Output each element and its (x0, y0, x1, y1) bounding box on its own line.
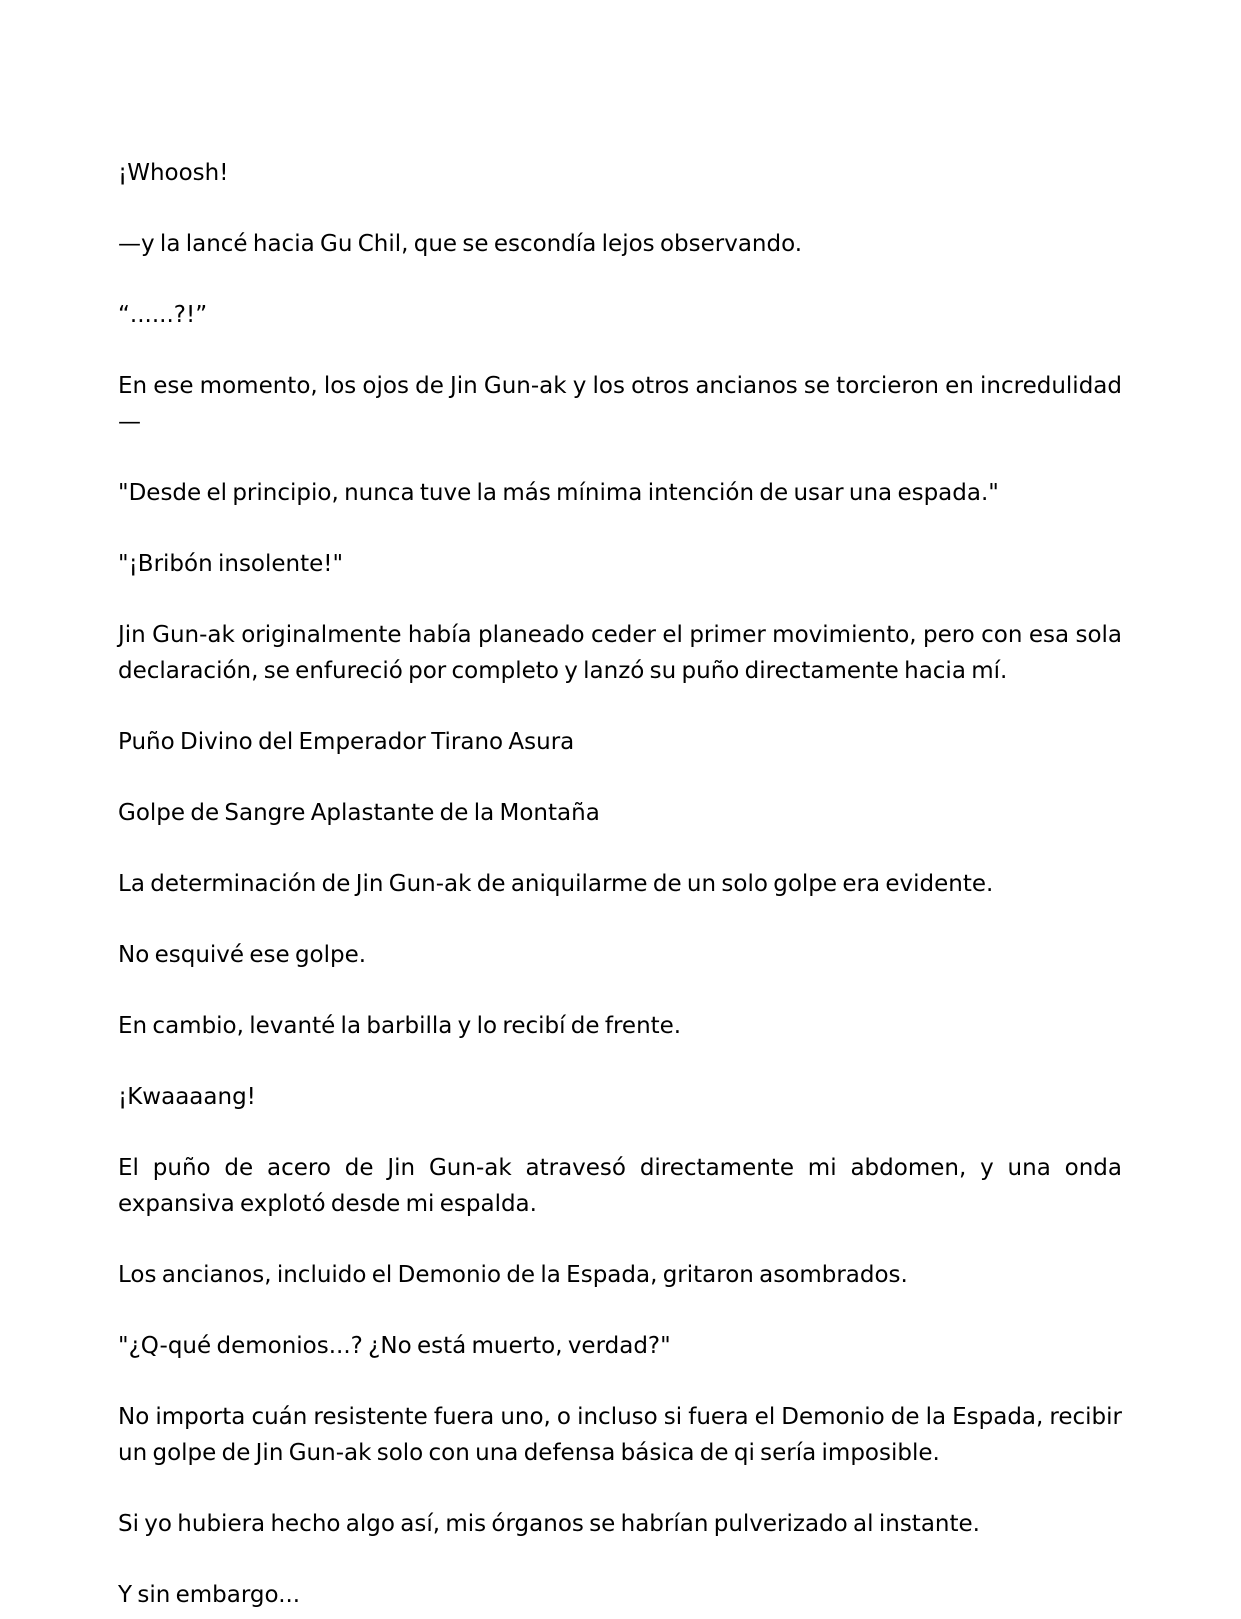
paragraph-sound-kwaaaang: ¡Kwaaaang! (118, 1084, 256, 1110)
paragraph-dialogue: "¿Q-qué demonios...? ¿No está muerto, verdad?" (118, 1333, 671, 1359)
paragraph: No esquivé ese golpe. (118, 942, 367, 968)
paragraph: Si yo hubiera hecho algo así, mis órganos se habrían pulverizado al instante. (118, 1511, 980, 1537)
paragraph-dialogue: "¡Bribón insolente!" (118, 551, 344, 577)
paragraph-dialogue: "Desde el principio, nunca tuve la más mínima intención de usar una espada." (118, 480, 999, 506)
paragraph: Y sin embargo... (118, 1582, 301, 1608)
paragraph-technique-name: Puño Divino del Emperador Tirano Asura (118, 729, 575, 755)
paragraph: La determinación de Jin Gun-ak de aniquilarme de un solo golpe era evidente. (118, 871, 994, 897)
paragraph-technique-name: Golpe de Sangre Aplastante de la Montaña (118, 800, 600, 826)
paragraph: Los ancianos, incluido el Demonio de la Espada, gritaron asombrados. (118, 1262, 908, 1288)
paragraph: En cambio, levanté la barbilla y lo recibí de frente. (118, 1013, 682, 1039)
paragraph: El puño de acero de Jin Gun-ak atravesó directamente mi abdomen, y una onda expansiva explotó desde mi espalda. (118, 1155, 1122, 1217)
paragraph: No importa cuán resistente fuera uno, o incluso si fuera el Demonio de la Espada, recibir un golpe de Jin Gun-ak solo con una defensa básica de qi sería imposible. (118, 1404, 1122, 1466)
document-body (118, 155, 1122, 1613)
paragraph: En ese momento, los ojos de Jin Gun-ak y los otros ancianos se torcieron en incredulidad— (118, 373, 1122, 435)
paragraph: Jin Gun-ak originalmente había planeado ceder el primer movimiento, pero con esa sola declaración, se enfureció por completo y lanzó su puño directamente hacia mí. (118, 622, 1122, 684)
paragraph-dialogue: “......?!” (118, 302, 208, 328)
paragraph-sound-whoosh: ¡Whoosh! (118, 160, 229, 186)
paragraph: —y la lancé hacia Gu Chil, que se escondía lejos observando. (118, 231, 803, 257)
